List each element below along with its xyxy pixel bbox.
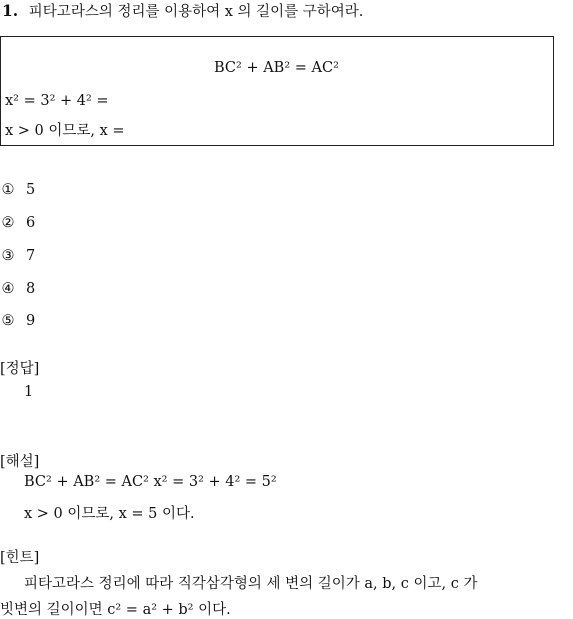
choice-mark: ① <box>1 182 15 198</box>
choice-value: 5 <box>26 182 36 198</box>
choice-mark: ② <box>1 215 15 231</box>
explanation-line-2: x > 0 이므로, x = 5 이다. <box>24 506 195 522</box>
choice-1[interactable] <box>0 182 35 198</box>
choice-2[interactable] <box>0 215 35 231</box>
choice-4[interactable] <box>0 281 35 297</box>
choice-mark: ④ <box>1 281 15 297</box>
box-formula: BC² + AB² = AC² <box>214 60 339 76</box>
box-line-1: x² = 3² + 4² = <box>5 93 109 109</box>
choice-value: 8 <box>26 281 36 297</box>
choice-mark: ③ <box>1 248 15 264</box>
choice-mark: ⑤ <box>1 313 15 329</box>
question-number: 1. <box>2 1 19 20</box>
answer-value: 1 <box>24 384 34 400</box>
hint-line-1: 피타고라스 정리에 따라 직각삼각형의 세 변의 길이가 a, b, c 이고, c 가 <box>24 576 478 592</box>
question-text: 피타고라스의 정리를 이용하여 x 의 길이를 구하여라. <box>28 4 364 20</box>
explanation-label: [해설] <box>0 454 40 470</box>
box-line-2: x > 0 이므로, x = <box>5 123 125 139</box>
answer-label: [정답] <box>0 361 40 377</box>
choice-3[interactable] <box>0 248 35 264</box>
hint-line-2: 빗변의 길이이면 c² = a² + b² 이다. <box>0 602 231 618</box>
explanation-line-1: BC² + AB² = AC² x² = 3² + 4² = 5² <box>24 474 277 490</box>
choice-5[interactable] <box>0 313 35 329</box>
choice-value: 9 <box>26 313 36 329</box>
hint-label: [힌트] <box>0 550 40 566</box>
choice-value: 6 <box>26 215 36 231</box>
choice-value: 7 <box>26 248 36 264</box>
question-title <box>2 0 363 21</box>
